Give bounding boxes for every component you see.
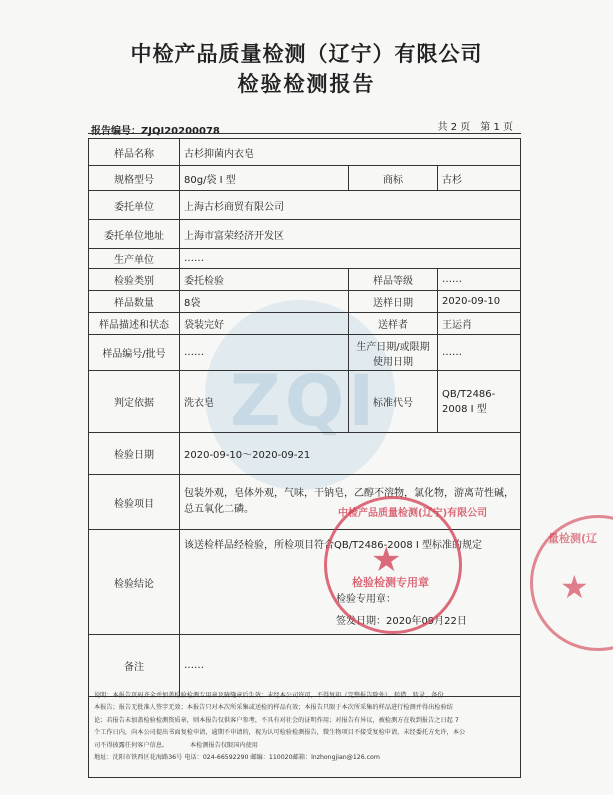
label-standard-no: 标准代号	[349, 371, 438, 433]
label-basis: 判定依据	[89, 371, 180, 433]
row-batch	[89, 335, 521, 371]
address-line: 地址：沈阳市铁西区花海路36号 电话：024-66592290 邮编：110020邮箱：lnzhongjian@126.com	[94, 754, 380, 762]
seam-seal-text: 量检测(辽	[548, 532, 598, 545]
label-manufacturer: 生产单位	[89, 249, 180, 269]
label-sender: 送样者	[349, 313, 438, 335]
production-date-label-line1: 生产日期/或限期	[356, 341, 430, 353]
value-manufacturer: ……	[180, 249, 521, 269]
report-title: 检验检测报告	[237, 71, 376, 96]
notes-section	[88, 686, 521, 778]
value-sample-name: 古杉抑菌内衣皂	[180, 139, 521, 166]
label-sample-qty: 样品数量	[89, 291, 180, 313]
row-basis	[89, 371, 521, 433]
production-date-label-line2: 使用日期	[373, 356, 413, 368]
company-title: 中检产品质量检测（辽宁）有限公司	[130, 41, 483, 66]
seal-purpose-text: 检验检测专用章	[352, 576, 429, 589]
value-client: 上海古杉商贸有限公司	[180, 191, 521, 220]
seal-label: 检验专用章：	[336, 594, 396, 605]
row-manufacturer	[89, 249, 521, 269]
value-conclusion: 该送检样品经检验，所检项目符合QB/T2486-2008 Ⅰ 型标准的规定	[180, 530, 521, 635]
label-remarks: 备注	[89, 635, 180, 697]
note-line: 本报告；报告无批准人签字无效；本报告只对本次所采集或送检的样品有效；本报告只限于本次所采集的样品进行检测并得出检验结	[94, 704, 453, 712]
label-delivery-date: 送样日期	[349, 291, 438, 313]
header-rule	[88, 133, 521, 134]
label-client-address: 委托单位地址	[89, 220, 180, 249]
label-test-items: 检验项目	[89, 475, 180, 530]
row-client-address	[89, 220, 521, 249]
label-sample-grade: 样品等级	[349, 269, 438, 291]
value-sender: 王运肖	[438, 313, 521, 335]
label-sample-state: 样品描述和状态	[89, 313, 180, 335]
value-sample-qty: 8袋	[180, 291, 349, 313]
value-production-date: ……	[438, 335, 521, 371]
row-spec	[89, 166, 521, 191]
label-conclusion: 检验结论	[89, 530, 180, 635]
row-client	[89, 191, 521, 220]
note-line: 司不得披露任何客户信息。 本检测报告仅限国内使用	[94, 741, 258, 749]
value-client-address: 上海市富荣经济开发区	[180, 220, 521, 249]
label-test-date: 检验日期	[89, 433, 180, 475]
label-client: 委托单位	[89, 191, 180, 220]
seam-seal-star-icon: ★	[560, 568, 589, 606]
value-trademark: 古杉	[438, 166, 521, 191]
value-batch: ……	[180, 335, 349, 371]
row-test-type	[89, 269, 521, 291]
row-sample-qty	[89, 291, 521, 313]
row-sample-state	[89, 313, 521, 335]
seal-star-icon: ★	[371, 540, 402, 580]
value-test-type: 委托检验	[180, 269, 349, 291]
watermark-text: ZQI	[230, 360, 379, 442]
seal-company-text: 中检产品质量检测(辽宁)有限公司	[338, 508, 488, 519]
report-number: 报告编号：ZJQI20200078	[91, 126, 220, 137]
value-test-items: 包装外观，皂体外观，气味，干钠皂，乙醇不溶物，氯化物，游离苛性碱，总五氧化二磷。	[180, 475, 521, 530]
value-sample-grade: ……	[438, 269, 521, 291]
row-sample-name	[89, 139, 521, 166]
note-line: 论；若报告未加盖检验检测资质章，则本报告仅供客户参考，不具有对社会的证明作用；对报告有异议，被检测方在收到报告之日起 7	[94, 716, 459, 724]
value-delivery-date: 2020-09-10	[438, 291, 521, 313]
value-sample-state: 袋装完好	[180, 313, 349, 335]
label-test-type: 检验类别	[89, 269, 180, 291]
note-line: 说明：本报告页码齐全并加盖检验检测专用章及骑缝章后生效；未经本公司许可，不得复印（完整报告除外）、转借、转录、备份	[94, 692, 444, 699]
label-batch: 样品编号/批号	[89, 335, 180, 371]
label-spec: 规格型号	[89, 166, 180, 191]
value-basis: 洗衣皂	[180, 371, 349, 433]
value-remarks: ……	[180, 635, 521, 697]
note-line: 个工作日内，向本公司提出书面复检申请，逾期不申请的，视为认可检验检测报告，微生物项目不接受复检申请，未经委托方允许，本公	[94, 729, 466, 737]
row-test-date	[89, 433, 521, 475]
page-count: 共 2 页 第 1 页	[437, 122, 513, 133]
label-production-date	[349, 335, 438, 371]
value-spec: 80g/袋 Ⅰ 型	[180, 166, 349, 191]
sign-date: 签发日期：2020年09月22日	[336, 616, 467, 627]
row-test-items	[89, 475, 521, 530]
value-test-date: 2020-09-10～2020-09-21	[180, 433, 521, 475]
label-trademark: 商标	[349, 166, 438, 191]
value-standard-no: QB/T2486-2008 Ⅰ 型	[438, 371, 521, 433]
label-sample-name: 样品名称	[89, 139, 180, 166]
